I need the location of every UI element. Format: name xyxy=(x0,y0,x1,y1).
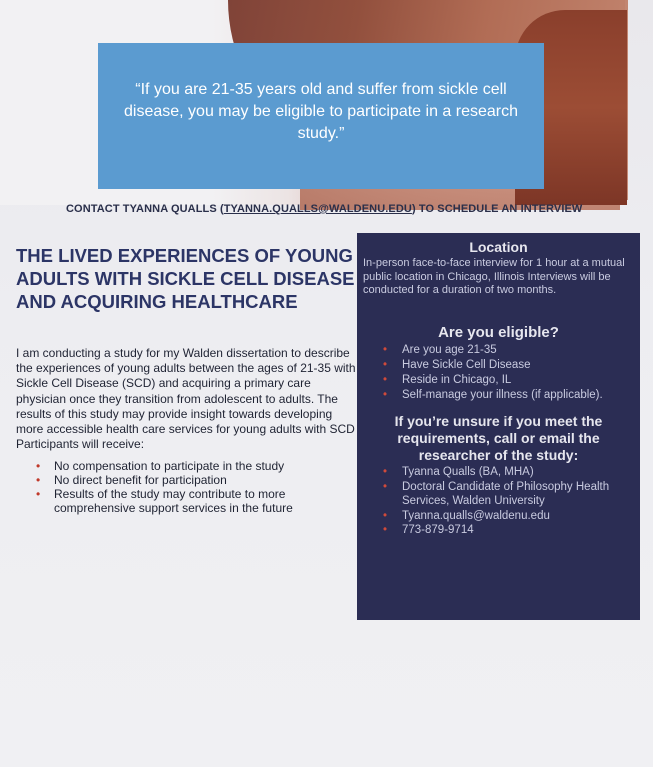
contact-line xyxy=(66,203,586,215)
list-item-text: No compensation to participate in the study xyxy=(54,459,285,473)
list-item-text: No direct benefit for participation xyxy=(54,473,227,487)
list-item xyxy=(357,358,640,373)
bullet-icon: • xyxy=(383,374,388,386)
bullet-icon: • xyxy=(36,459,41,473)
bullet-icon: • xyxy=(383,480,388,493)
eligibility-heading: Are you eligible? xyxy=(438,324,559,341)
list-item xyxy=(357,509,640,524)
list-item-text: Are you age 21-35 xyxy=(402,344,497,356)
list-item-text: Self-manage your illness (if applicable). xyxy=(402,389,603,401)
list-item-text: Have Sickle Cell Disease xyxy=(402,359,531,371)
bullet-icon: • xyxy=(383,344,388,356)
researcher-name: Tyanna Qualls (BA, MHA) xyxy=(402,466,534,478)
bullet-icon: • xyxy=(36,487,41,501)
list-item-text: Results of the study may contribute to more comprehensive support services in the future xyxy=(54,487,293,515)
eligibility-list xyxy=(357,343,640,403)
bullet-icon: • xyxy=(36,473,41,487)
list-item xyxy=(16,473,346,487)
location-text: In-person face-to-face interview for 1 hour at a mutual public location in Chicago, Illinois Interviews will be conducted for a duration of two months. xyxy=(363,257,625,296)
receive-list xyxy=(16,459,346,515)
bullet-icon: • xyxy=(383,509,388,522)
researcher-email-link[interactable]: Tyanna.qualls@waldenu.edu xyxy=(402,509,550,522)
list-item xyxy=(357,388,640,403)
list-item xyxy=(16,487,346,515)
list-item xyxy=(357,343,640,358)
bullet-icon: • xyxy=(383,466,388,478)
contact-prefix: CONTACT TYANNA QUALLS ( xyxy=(66,203,224,215)
list-item xyxy=(357,480,640,509)
quote-box xyxy=(98,43,544,189)
list-item xyxy=(357,465,640,480)
bullet-icon: • xyxy=(383,389,388,401)
list-item xyxy=(16,459,346,473)
quote-text: “If you are 21-35 years old and suffer from sickle cell disease, you may be eligible to participate in a research study.” xyxy=(124,81,518,142)
researcher-contact-list xyxy=(357,465,640,538)
list-item xyxy=(357,523,640,538)
bullet-icon: • xyxy=(383,524,388,536)
receive-label: Participants will receive: xyxy=(16,437,145,451)
study-description: I am conducting a study for my Walden dissertation to describe the experiences of young adults between the ages of 21-35 with Sickle Cell Disease (SCD) and acquiring a primary care physician once they transition from adolescent to adults. The results of this study may provide insight towards developing more accessible health care services for young adults with SCD xyxy=(16,346,356,437)
researcher-phone[interactable]: 773-879-9714 xyxy=(402,524,474,536)
contact-suffix: ) TO SCHEDULE AN INTERVIEW xyxy=(411,203,583,215)
contact-email-link[interactable]: TYANNA.QUALLS@WALDENU.EDU xyxy=(223,203,412,215)
researcher-title: Doctoral Candidate of Philosophy Health Services, Walden University xyxy=(402,480,610,507)
contact-heading: If you’re unsure if you meet the requirements, call or email the researcher of the study: xyxy=(394,413,603,463)
list-item xyxy=(357,373,640,388)
study-title: THE LIVED EXPERIENCES OF YOUNG ADULTS WITH SICKLE CELL DISEASE AND ACQUIRING HEALTHCARE xyxy=(16,245,355,312)
location-heading: Location xyxy=(469,239,528,255)
list-item-text: Reside in Chicago, IL xyxy=(402,374,512,386)
bullet-icon: • xyxy=(383,359,388,371)
info-panel xyxy=(357,233,640,620)
